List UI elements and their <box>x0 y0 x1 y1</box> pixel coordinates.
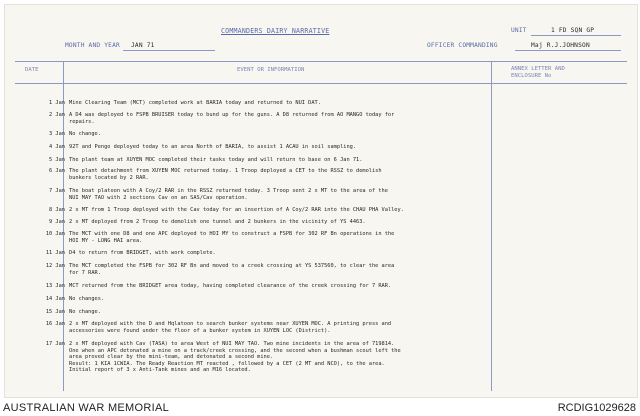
entry-text <box>69 296 489 303</box>
entry-date: 17 Jan <box>45 341 65 347</box>
entry-date: 6 Jan <box>49 168 65 174</box>
entry-date: 3 Jan <box>49 131 65 137</box>
month-label: MONTH AND YEAR <box>65 42 120 49</box>
entry-date: 4 Jan <box>49 144 65 150</box>
entry-line: No changes. <box>69 296 105 302</box>
entry-text <box>69 219 489 226</box>
entry-date: 12 Jan <box>45 263 65 269</box>
officer-value: Maj R.J.JOHNSON <box>531 42 590 49</box>
entry-text <box>69 263 489 276</box>
annex-column-divider <box>491 61 492 391</box>
entry-text <box>69 100 489 107</box>
diary-page <box>4 4 638 398</box>
entry-date: 8 Jan <box>49 207 65 213</box>
entry-line: No change. <box>69 131 101 137</box>
month-underline <box>123 50 215 51</box>
entry-line: The plant team at XUYEN MOC completed their tasks today and will return to base on 6 Jan 71. <box>69 157 363 163</box>
archive-name: AUSTRALIAN WAR MEMORIAL <box>3 402 170 414</box>
entry-text <box>69 231 489 244</box>
entry-line: area proved clear by the mini-team, and detonated a second mine. <box>69 354 274 361</box>
entry-line: repairs. <box>69 118 95 125</box>
unit-label: UNIT <box>511 27 527 34</box>
entry-line: The boat platoon with A Coy/2 RAR in the RSSZ returned today. 3 Troop sent 2 x MT to the area of the <box>69 188 388 194</box>
archive-footer <box>0 400 640 416</box>
officer-underline <box>515 50 621 51</box>
annex-column-header-line1: ANNEX LETTER AND <box>511 66 565 72</box>
entry-line: 2 x MT deployed with Cav (TASA) to area West of NUI MAY TAO. Two mine incidents in the area of 719814. <box>69 341 395 347</box>
entry-line: Initial report of 3 x Anti-Tank mines and an M16 located. <box>69 367 251 374</box>
entry-line: The plant detachment from XUYEN MOC returned today. 1 Troop deployed a CET to the RSSZ to demolish <box>69 168 382 174</box>
unit-underline <box>531 35 621 36</box>
entry-line: Mine Clearing Team (MCT) completed work at BARIA today and returned to NUI DAT. <box>69 100 321 106</box>
entry-text <box>69 341 489 374</box>
entry-line: No change. <box>69 309 101 315</box>
unit-value: 1 FD SQN GP <box>551 27 595 34</box>
entry-text <box>69 309 489 316</box>
month-value: JAN 71 <box>131 42 155 49</box>
entry-line: The MCT with one D8 and one APC deployed to HOI MY to construct a FSPB for 302 RF Bn operations in the <box>69 231 395 237</box>
entry-line: 2 x MT from 1 Troop deployed with the Cav today for an insertion of A Coy/2 RAR into the CHAU PHA Valley. <box>69 207 404 213</box>
entry-line: Result: 1 KIA 1CWIA. The Ready Reaction MT reacted , followed by a CET (2 MT and NCO), to the area. <box>69 360 385 367</box>
entry-text <box>69 188 489 201</box>
form-title: COMMANDERS DAIRY NARRATIVE <box>221 27 330 35</box>
entry-text <box>69 112 489 125</box>
entry-date: 15 Jan <box>45 309 65 315</box>
entry-text <box>69 207 489 214</box>
entry-line: D4 to return from BRIDGET, with work complete. <box>69 250 216 256</box>
entry-line: bunkers located by 2 RAR. <box>69 174 149 181</box>
entry-date: 2 Jan <box>49 112 65 118</box>
entry-text <box>69 321 489 334</box>
entry-date: 7 Jan <box>49 188 65 194</box>
officer-label: OFFICER COMMANDING <box>427 42 498 49</box>
table-header-rule <box>15 83 627 84</box>
entry-text <box>69 168 489 181</box>
entry-line: HOI MY - LONG HAI area. <box>69 237 143 244</box>
entry-line: NUI MAY TAO with 2 sections Cav on an SAS/Cav operation. <box>69 194 248 201</box>
entry-text <box>69 157 489 164</box>
entry-date: 9 Jan <box>49 219 65 225</box>
entry-text <box>69 250 489 257</box>
entry-text <box>69 283 489 290</box>
entry-line: The MCT completed the FSPB for 302 RF Bn and moved to a creek crossing at YS 537560, to clear the area <box>69 263 395 269</box>
entry-date: 14 Jan <box>45 296 65 302</box>
entry-text <box>69 131 489 138</box>
entry-line: A D4 was deployed to FSPB BRUISER today to bund up for the guns. A D8 returned from AO MANGO today for <box>69 112 395 118</box>
entry-date: 11 Jan <box>45 250 65 256</box>
event-column-header: EVENT OR INFORMATION <box>237 67 305 73</box>
entry-line: One when an APC detonated a mine on a track/creek crossing, and the second when a bushman scout left the <box>69 347 401 354</box>
table-top-rule <box>15 61 627 62</box>
entry-date: 13 Jan <box>45 283 65 289</box>
entry-line: accessories were found under the floor of a bunker system in XUYEN LOC (District). <box>69 327 331 334</box>
entry-line: 2 x MT deployed from 2 Troop to demolish one tunnel and 2 bunkers in the vicinity of YS 4463. <box>69 219 366 225</box>
entry-date: 5 Jan <box>49 157 65 163</box>
entry-line: 92T and Pengo deployed today to an area North of BARIA, to assist 1 ACAU in soil sampling. <box>69 144 357 150</box>
entry-date: 1 Jan <box>49 100 65 106</box>
entry-text <box>69 144 489 151</box>
entry-line: MCT returned from the BRIDGET area today, having completed clearance of the creek crossing for 7 RAR. <box>69 283 392 289</box>
entry-line: for 7 RAR. <box>69 269 101 276</box>
date-column-header: DATE <box>25 67 39 73</box>
entry-date: 16 Jan <box>45 321 65 327</box>
archive-reference: RCDIG1029628 <box>557 402 636 414</box>
annex-column-header-line2: ENCLOSURE No <box>511 73 552 79</box>
entry-date: 10 Jan <box>45 231 65 237</box>
entry-line: 2 x MT deployed with the D and Hqlatoon to search bunker systems near XUYEN MOC. A printing press and <box>69 321 392 327</box>
